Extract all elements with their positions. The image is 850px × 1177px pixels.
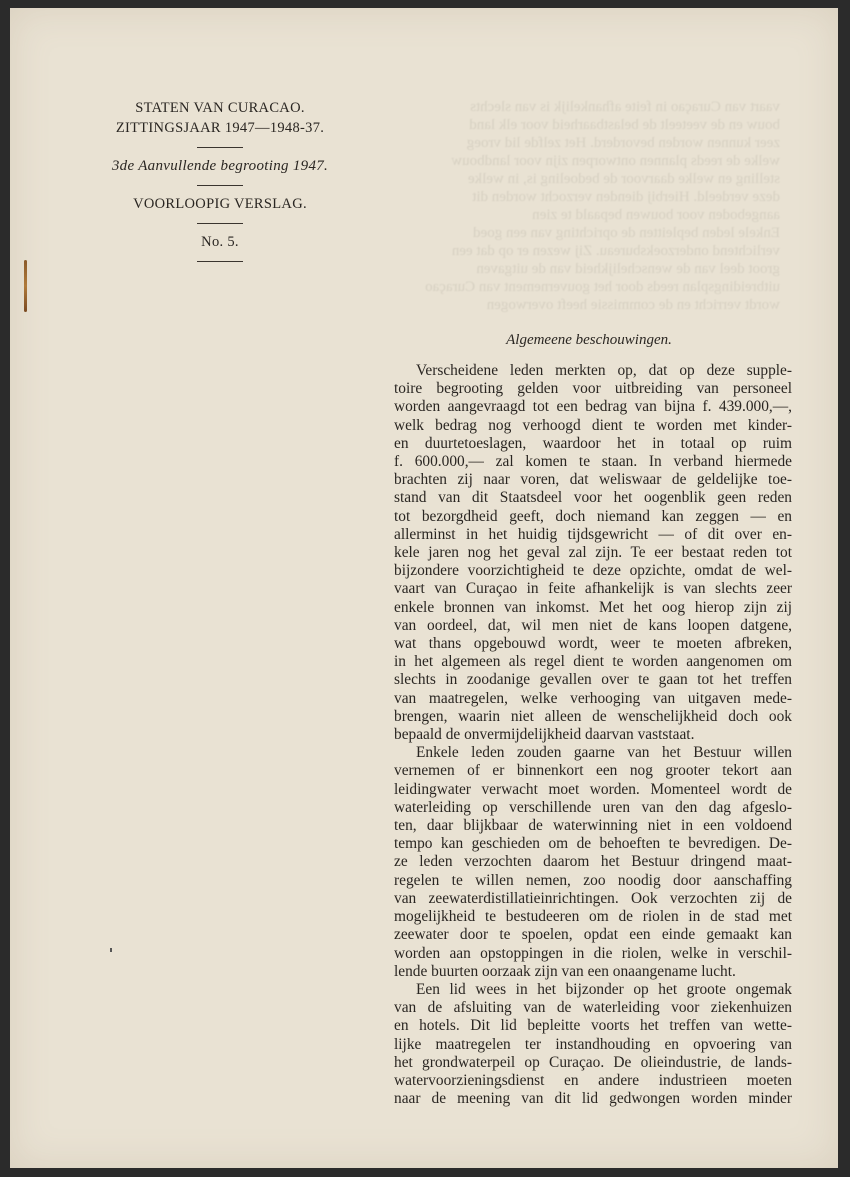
text-line: Enkele leden zouden gaarne van het Bestuur willen xyxy=(416,744,792,762)
report-number: No. 5. xyxy=(201,234,239,250)
text-line: van de afsluiting van de waterleiding voor ziekenhuizen xyxy=(394,999,792,1017)
text-line: brachten zij naar voren, dat weliswaar de geldelijke toe- xyxy=(394,471,792,489)
text-line: lende buurten oorzaak zijn van een onaangename lucht. xyxy=(394,962,736,980)
text-line: waterleiding op verschillende uren van den dag afgeslo- xyxy=(394,798,792,816)
section-title: Algemeene beschouwingen. xyxy=(506,332,672,348)
text-line: Een lid wees in het bijzonder op het groote ongemak xyxy=(416,980,792,998)
text-line: zeewater door te spoelen, opdat een einde gemaakt kan xyxy=(394,926,792,944)
document-page xyxy=(10,8,838,1168)
report-title: VOORLOOPIG VERSLAG. xyxy=(133,196,307,212)
text-line: welk bedrag nog verhoogd dient te worden met kinder- xyxy=(394,416,792,434)
text-line: brengen, waarin niet alleen de wenschelijkheid doch ook xyxy=(394,707,792,725)
text-line: bepaald de onvermijdelijkheid daarvan vaststaat. xyxy=(394,726,695,744)
text-line: mogelijkheid te bestudeeren om de riolen in de stad met xyxy=(394,908,792,926)
speck xyxy=(110,948,112,952)
header-line-2: ZITTINGSJAAR 1947—1948-37. xyxy=(115,120,325,136)
text-line: lijke maatregelen ter instandhouding en opvoering van xyxy=(394,1035,792,1053)
text-line: worden aan opstoppingen in die riolen, welke in verschil- xyxy=(394,944,792,962)
text-line: allerminst in het huidig tijdsgewricht — of dit over en- xyxy=(394,525,792,543)
text-line: slechts in zoodanige gevallen over te gaan tot het treffen xyxy=(394,671,792,689)
text-line: tempo kan geschieden om de behoeften te bevredigen. De- xyxy=(394,835,792,853)
text-line: wat thans opgebouwd wordt, weer te moeten afbreken, xyxy=(394,635,792,653)
text-line: en duurtetoeslagen, waardoor het in totaal op ruim xyxy=(394,434,792,452)
text-line: vernemen of er binnenkort een nog grooter tekort aan xyxy=(394,762,792,780)
header-rule xyxy=(197,261,243,262)
text-line: ten, daar blijkbaar de waterwinning niet in een voldoend xyxy=(394,817,792,835)
text-line: ze leden verzochten daarom het Bestuur dringend maat- xyxy=(394,853,792,871)
header-rule xyxy=(197,147,243,148)
text-line: leidingwater verwacht moet worden. Momenteel wordt de xyxy=(394,780,792,798)
text-line: enkele bronnen van inkomst. Met het oog hierop zijn zij xyxy=(394,598,792,616)
body-text xyxy=(394,362,792,1108)
text-line: kele jaren nog het geval zal zijn. Te eer bestaat reden tot xyxy=(394,544,792,562)
text-line: en hotels. Dit lid bepleitte voorts het treffen van wette- xyxy=(394,1017,792,1035)
header-line-1: STATEN VAN CURACAO. xyxy=(135,100,305,116)
text-line: Verscheidene leden merkten op, dat op deze supple- xyxy=(416,362,792,379)
budget-subtitle: 3de Aanvullende begrooting 1947. xyxy=(111,158,329,174)
text-line: van maatregelen, welke verhooging van uitgaven mede- xyxy=(394,689,792,707)
text-line: van zeewaterdistillatieinrichtingen. Ook verzochten zij de xyxy=(394,889,792,907)
text-line: worden aangevraagd tot een bedrag van bijna f. 439.000,—, xyxy=(394,398,792,416)
bleed-through-text: vaart van Curaçao in feite afhankelijk is van slechts bouw en de veeteelt de belastbaarheid voor elk land zeer kunnen worden bevorderd. Het zelfde lid vroeg welke de reeds plannen ontworpen zijn voor landbouw stelling en welke daarvoor de bedoeling is, in welke deze verdeeld. Hierbij dienden verzocht worden dit aangeboden voor bouwen bepaald te zien Enkele leden bepleitten de oprichting van een goed verlichtend onderzoeksbureau. Zij wezen er op dat een groot deel van de wenschelijkheid van de uitgaven uitbreidingsplan reeds door het gouvernement van Curaçao wordt verricht en de commissie heeft overwogen xyxy=(425,99,780,313)
text-line: regelen te willen nemen, zoo noodig door aanschaffing xyxy=(394,871,792,889)
header-rule xyxy=(197,223,243,224)
document-header xyxy=(105,98,335,270)
text-line: tot bezorgdheid geeft, doch niemand kan zeggen — en xyxy=(394,507,792,525)
text-line: in het algemeen als regel dient te worden aangenomen om xyxy=(394,653,792,671)
text-line: het grondwaterpeil op Curaçao. De olieindustrie, de lands- xyxy=(394,1053,792,1071)
text-line: watervoorzieningsdienst en andere industrieen moeten xyxy=(394,1071,792,1089)
staple-mark xyxy=(24,260,27,312)
text-line: stand van dit Staatsdeel voor het oogenblik geen reden xyxy=(394,489,792,507)
text-line: vaart van Curaçao in feite afhankelijk is van slechts zeer xyxy=(394,580,792,598)
text-line: bijzondere voorzichtigheid te deze opzichte, omdat de wel- xyxy=(394,562,792,580)
text-line: van oordeel, dat, wil men niet de kans loopen datgene, xyxy=(394,616,792,634)
text-line: f. 600.000,— zal komen te staan. In verband hiermede xyxy=(394,453,792,471)
text-line: toire begrooting gelden voor uitbreiding van personeel xyxy=(394,380,792,398)
text-line: naar de meening van dit lid gedwongen worden minder xyxy=(394,1090,792,1108)
header-rule xyxy=(197,185,243,186)
